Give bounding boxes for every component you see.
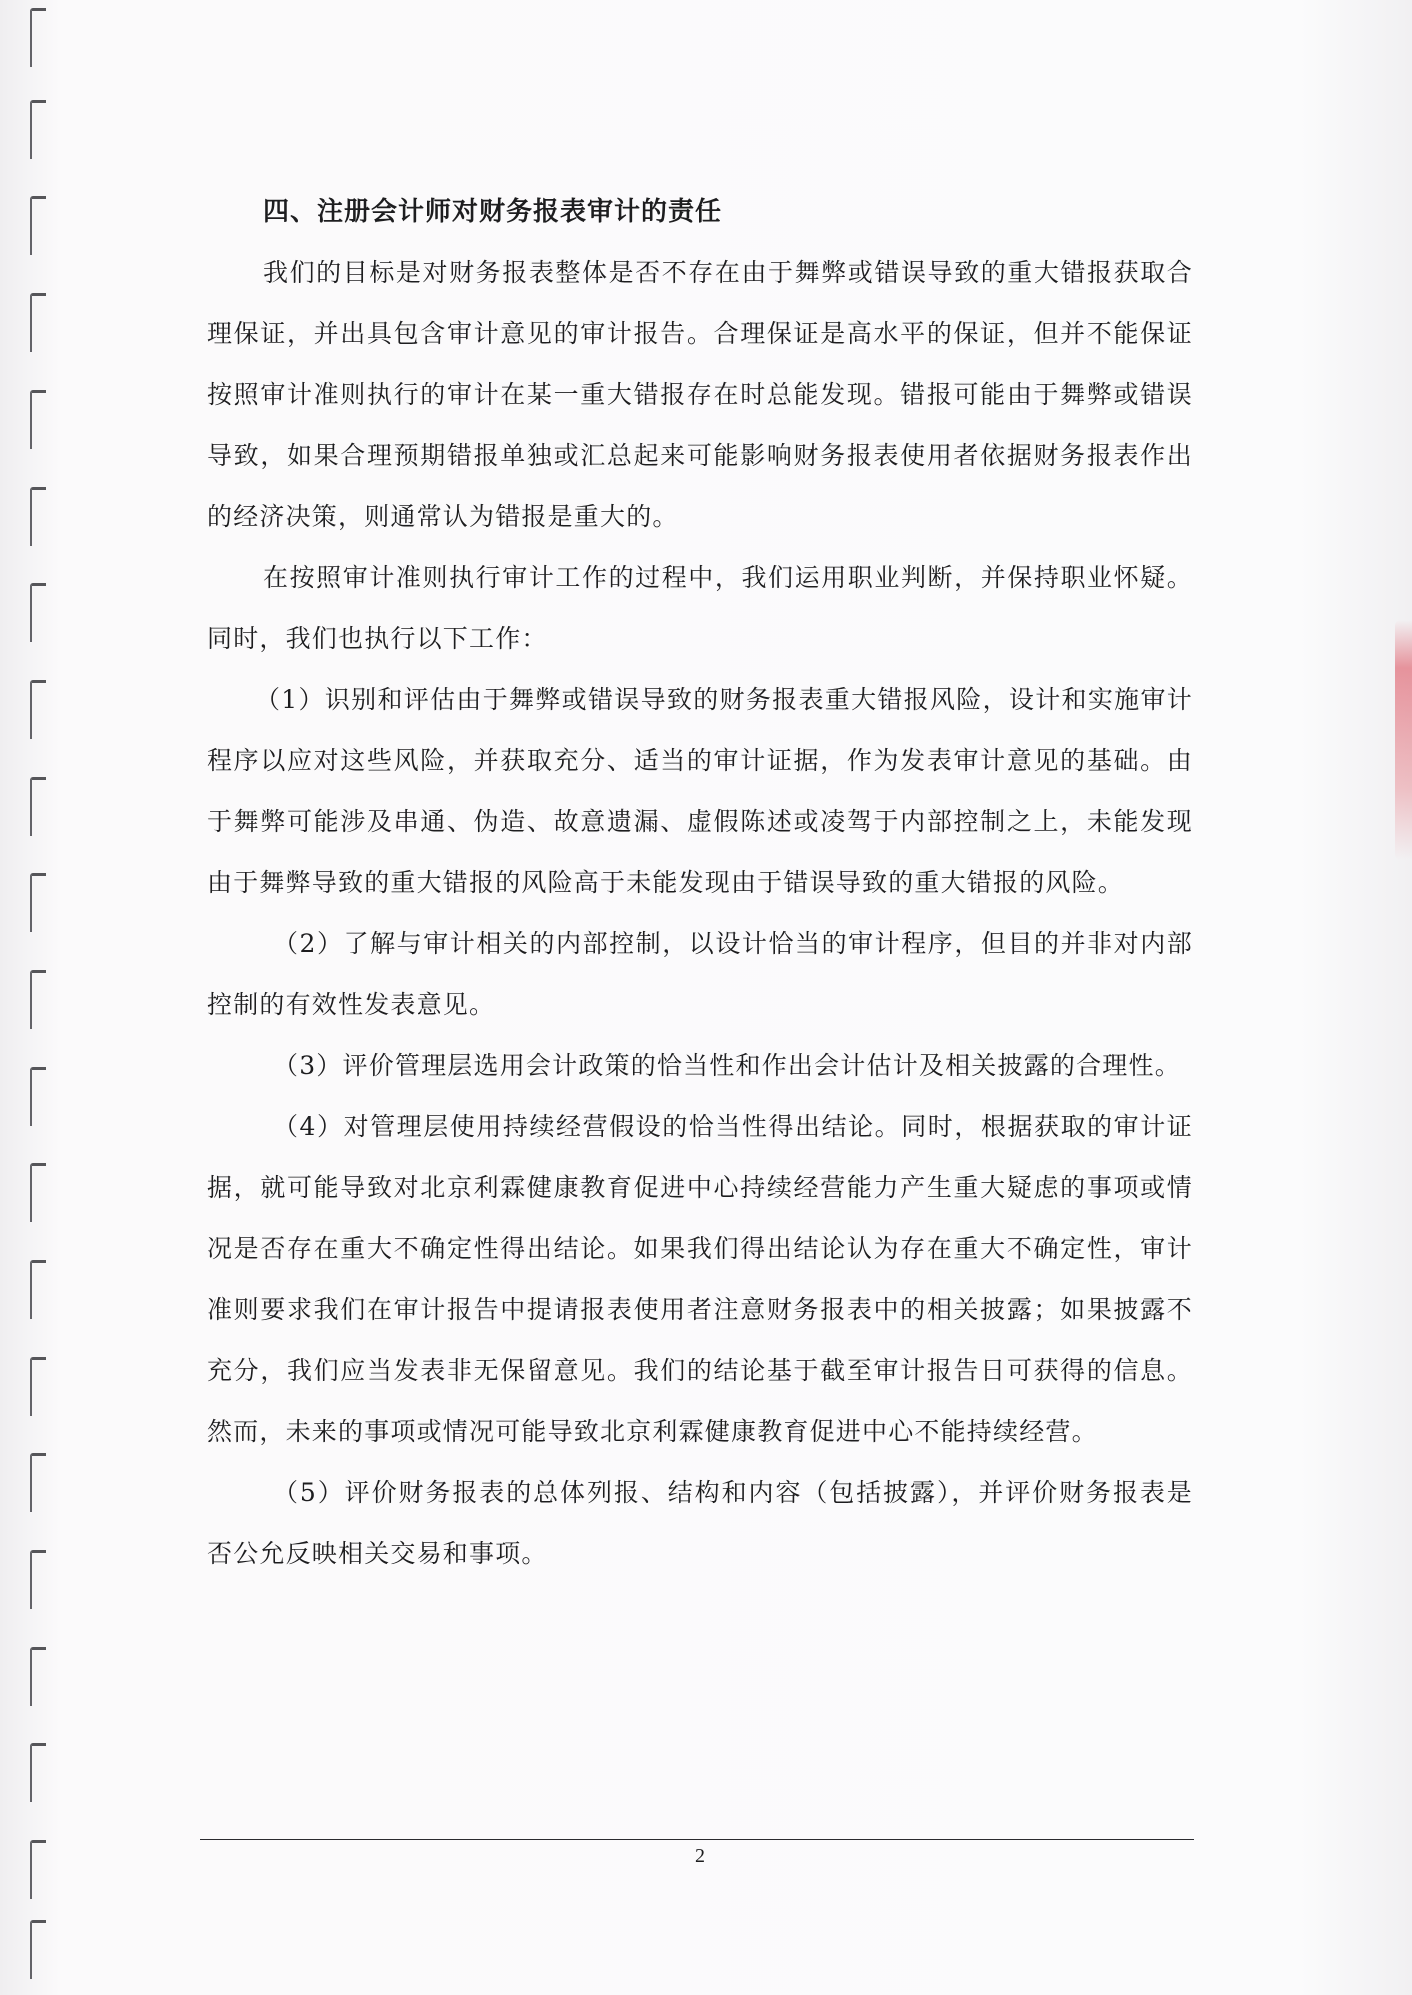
footer-rule bbox=[200, 1839, 1194, 1840]
binding-hole-mark bbox=[30, 1453, 46, 1512]
binding-hole-mark bbox=[30, 390, 46, 449]
binding-hole-mark bbox=[30, 1260, 46, 1319]
section-heading: 四、注册会计师对财务报表审计的责任 bbox=[263, 197, 723, 227]
binding-hole-mark bbox=[30, 1550, 46, 1609]
binding-hole-mark bbox=[30, 873, 46, 932]
binding-hole-mark bbox=[30, 100, 46, 159]
binding-hole-mark bbox=[30, 1840, 46, 1899]
binding-hole-mark bbox=[30, 1647, 46, 1706]
paragraph-objective: 我们的目标是对财务报表整体是否不存在由于舞弊或错误导致的重大错报获取合理保证，并出具包含审计意见的审计报告。合理保证是高水平的保证，但并不能保证按照审计准则执行的审计在某一重大错报存在时总能发现。错报可能由于舞弊或错误导致，如果合理预期错报单独或汇总起来可能影响财务报表使用者依据财务报表作出的经济决策，则通常认为错报是重大的。 bbox=[207, 258, 1193, 531]
binding-hole-mark bbox=[30, 196, 46, 255]
seal-stamp-edge bbox=[1395, 620, 1412, 860]
page-number: 2 bbox=[695, 1845, 705, 1867]
binding-hole-mark bbox=[30, 487, 46, 546]
paragraph-item-3: （3）评价管理层选用会计政策的恰当性和作出会计估计及相关披露的合理性。 bbox=[273, 1051, 1181, 1080]
paragraph-item-1: （1）识别和评估由于舞弊或错误导致的财务报表重大错报风险，设计和实施审计程序以应对这些风险，并获取充分、适当的审计证据，作为发表审计意见的基础。由于舞弊可能涉及串通、伪造、故意遗漏、虚假陈述或凌驾于内部控制之上，未能发现由于舞弊导致的重大错报的风险高于未能发现由于错误导致的重大错报的风险。 bbox=[207, 685, 1193, 897]
binding-hole-mark bbox=[30, 1743, 46, 1802]
binding-hole-mark bbox=[30, 583, 46, 642]
binding-hole-mark bbox=[30, 1920, 46, 1979]
binding-hole-mark bbox=[30, 1163, 46, 1222]
binding-marks bbox=[30, 0, 54, 1995]
binding-hole-mark bbox=[30, 777, 46, 836]
paragraph-item-4: （4）对管理层使用持续经营假设的恰当性得出结论。同时，根据获取的审计证据，就可能导致对北京利霖健康教育促进中心持续经营能力产生重大疑虑的事项或情况是否存在重大不确定性得出结论。如果我们得出结论认为存在重大不确定性，审计准则要求我们在审计报告中提请报表使用者注意财务报表中的相关披露；如果披露不充分，我们应当发表非无保留意见。我们的结论基于截至审计报告日可获得的信息。然而，未来的事项或情况可能导致北京利霖健康教育促进中心不能持续经营。 bbox=[207, 1112, 1193, 1446]
paragraph-procedures-intro: 在按照审计准则执行审计工作的过程中，我们运用职业判断，并保持职业怀疑。同时，我们也执行以下工作： bbox=[207, 563, 1193, 653]
binding-hole-mark bbox=[30, 1357, 46, 1416]
binding-hole-mark bbox=[30, 8, 46, 67]
binding-hole-mark bbox=[30, 293, 46, 352]
document-body bbox=[207, 182, 1193, 1584]
binding-hole-mark bbox=[30, 1067, 46, 1126]
paragraph-item-5: （5）评价财务报表的总体列报、结构和内容（包括披露），并评价财务报表是否公允反映相关交易和事项。 bbox=[207, 1478, 1193, 1568]
binding-hole-mark bbox=[30, 970, 46, 1029]
paragraph-item-2: （2）了解与审计相关的内部控制，以设计恰当的审计程序，但目的并非对内部控制的有效性发表意见。 bbox=[207, 929, 1193, 1019]
binding-hole-mark bbox=[30, 680, 46, 739]
